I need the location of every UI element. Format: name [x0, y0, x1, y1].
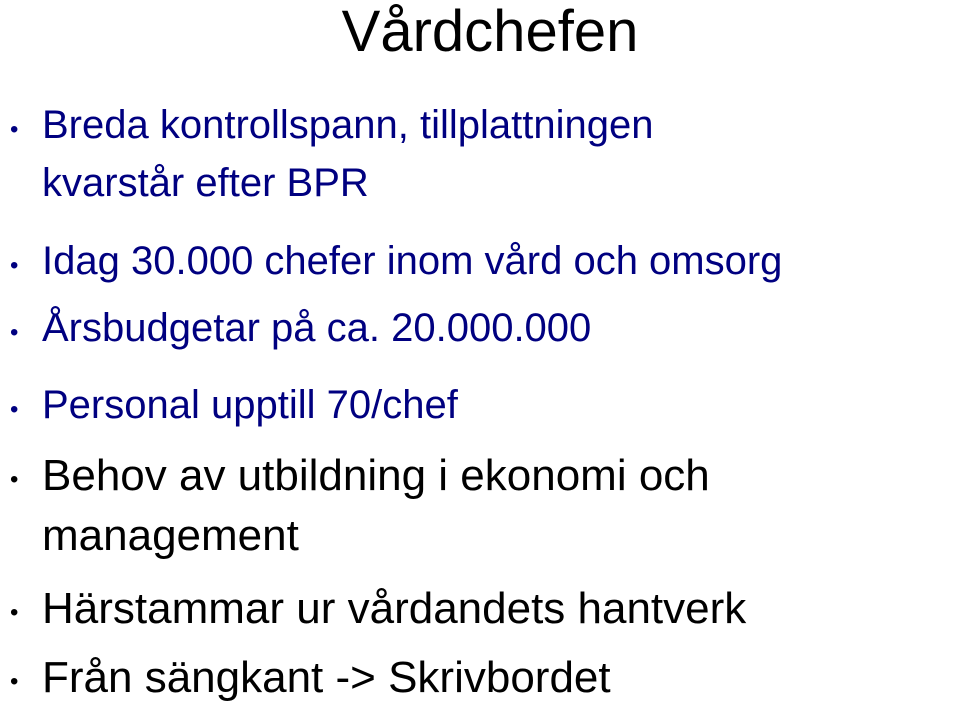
bullet-dot-icon: • [10, 599, 19, 626]
bullet-2-line-1: Idag 30.000 chefer inom vård och omsorg [42, 239, 783, 283]
bullet-1-line-1: Breda kontrollspann, tillplattningen [42, 103, 654, 147]
bullet-5-line-2: management [42, 511, 299, 560]
bullet-4-line-1: Personal upptill 70/chef [42, 383, 458, 427]
bullet-1-line-2: kvarstår efter BPR [42, 161, 369, 205]
slide-title: Vårdchefen [341, 0, 639, 64]
bullet-dot-icon: • [10, 252, 19, 279]
bullet-dot-icon: • [10, 466, 19, 493]
bullet-3-line-1: Årsbudgetar på ca. 20.000.000 [42, 306, 592, 350]
bullet-7-line-1: Från sängkant -> Skrivbordet [42, 653, 611, 702]
bullet-dot-icon: • [10, 319, 19, 346]
bullet-dot-icon: • [10, 396, 19, 423]
bullet-dot-icon: • [10, 668, 19, 695]
bullet-dot-icon: • [10, 116, 19, 143]
bullet-5-line-1: Behov av utbildning i ekonomi och [42, 451, 710, 500]
bullet-6-line-1: Härstammar ur vårdandets hantverk [42, 584, 747, 633]
